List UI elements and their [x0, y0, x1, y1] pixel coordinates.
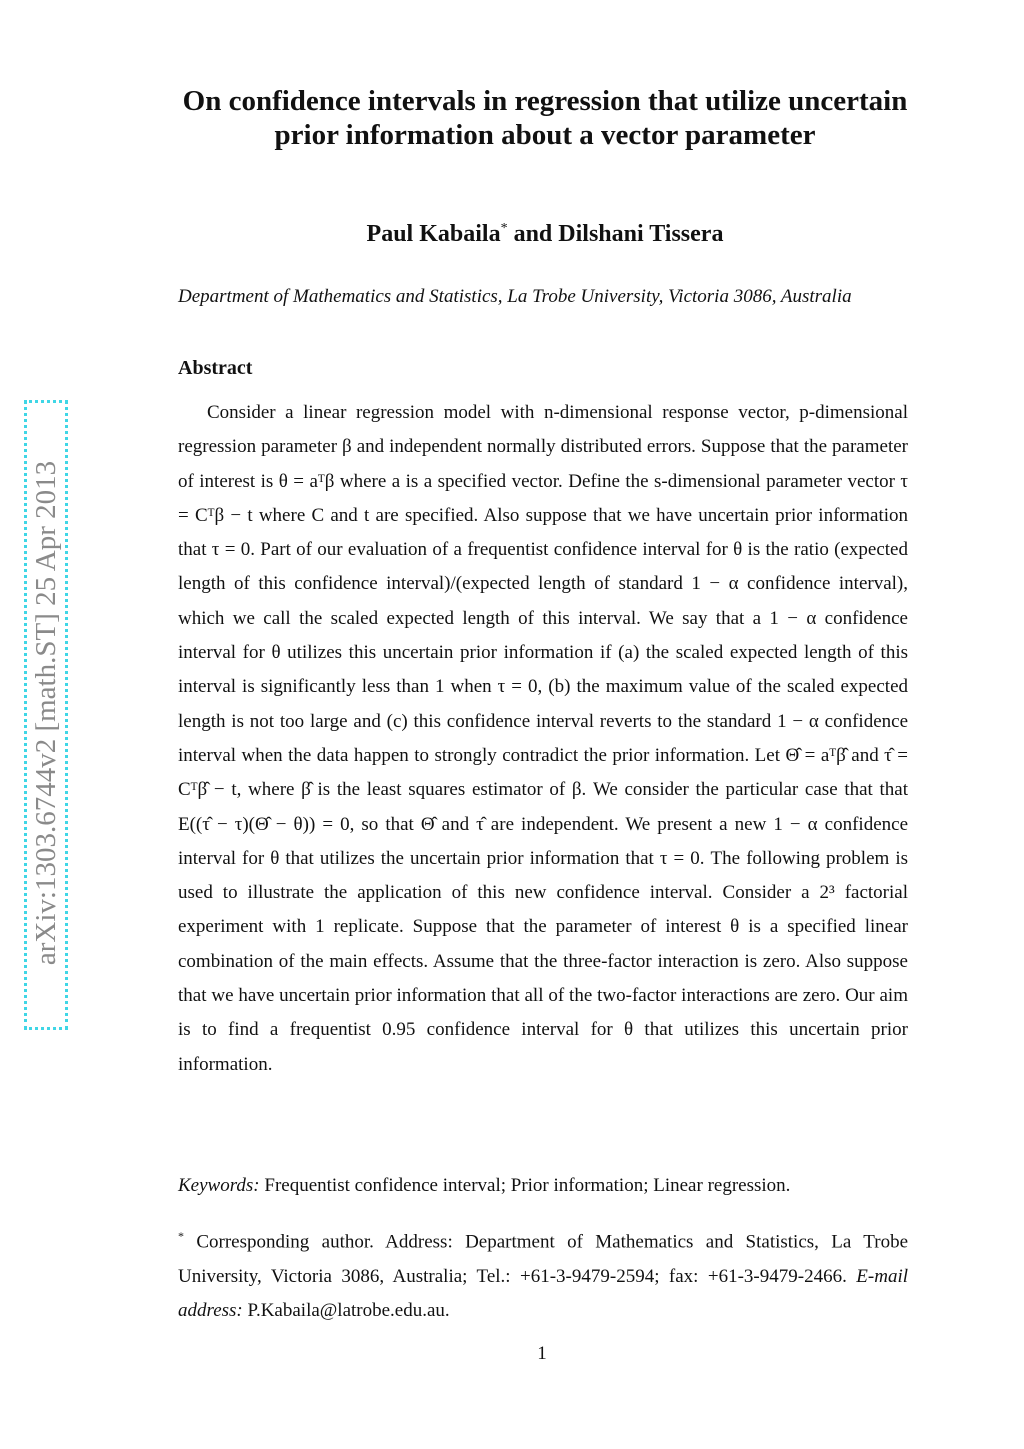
email-label: E-mail address: — [178, 1265, 909, 1321]
keywords-list: Frequentist confidence interval; Prior information; Linear regression. — [264, 1175, 791, 1196]
page-number: 1 — [537, 1343, 547, 1364]
keywords-label: Keywords: — [178, 1175, 260, 1196]
abstract-heading: Abstract — [178, 357, 253, 379]
corresponding-author-footnote — [178, 1219, 908, 1328]
email-address: P.Kabaila@latrobe.edu.au. — [247, 1299, 450, 1321]
footnote-mark: * — [178, 1229, 184, 1243]
affiliation: Department of Mathematics and Statistics, La Trobe University, Victoria 3086, Australia — [178, 286, 852, 307]
corresponding-author-mark: * — [500, 221, 508, 236]
author-line — [150, 221, 940, 248]
author-name: Paul Kabaila — [366, 221, 501, 247]
arxiv-identifier: arXiv:1303.6744v2 [math.ST] 25 Apr 2013 — [30, 460, 62, 966]
footnote-text: Corresponding author. Address: Department of Mathematics and Statistics, La Trobe University, Victoria 3086, Australia; Tel.: +61-3-9479-2594; fax: +61-3-9479-2466. — [178, 1231, 909, 1287]
author-name: Dilshani Tissera — [558, 221, 724, 247]
author-conjunction: and — [513, 221, 553, 247]
abstract-body: Consider a linear regression model with n-dimensional response vector, p-dimensional regression parameter β and independent normally distributed errors. Suppose that the parameter of interest is θ = aᵀβ where a is a specified vector. Define the s-dimensional parameter vector τ = Cᵀβ − t where C and t are specified. Also suppose that we have uncertain prior information that τ = 0. Part of our evaluation of a frequentist confidence interval for θ is the ratio (expected length of this confidence interval)/(expected length of standard 1 − α confidence interval), which we call the scaled expected length of this interval. We say that a 1 − α confidence interval for θ utilizes this uncertain prior information if (a) the scaled expected length of this interval is significantly less than 1 when τ = 0, (b) the maximum value of the scaled expected length is not too large and (c) this confidence interval reverts to the standard 1 − α confidence interval when the data happen to strongly contradict the prior information. Let Θ̂ = aᵀβ̂ and τ̂ = Cᵀβ̂ − t, where β̂ is the least squares estimator of β. We consider the particular case that that E((τ̂ − τ)(Θ̂ − θ)) = 0, so that Θ̂ and τ̂ are independent. We present a new 1 − α confidence interval for θ that utilizes the uncertain prior information that τ = 0. The following problem is used to illustrate the application of this new confidence interval. Consider a 2³ factorial experiment with 1 replicate. Suppose that the parameter of interest θ is a specified linear combination of the main effects. Assume that the three-factor interaction is zero. Also suppose that we have uncertain prior information that all of the two-factor interactions are zero. Our aim is to find a frequentist 0.95 confidence interval for θ that utilizes this uncertain prior information. — [178, 402, 908, 1075]
paper-title: On confidence intervals in regression that utilize uncertain prior information about a vector parameter — [182, 85, 908, 151]
keywords — [178, 1169, 908, 1203]
